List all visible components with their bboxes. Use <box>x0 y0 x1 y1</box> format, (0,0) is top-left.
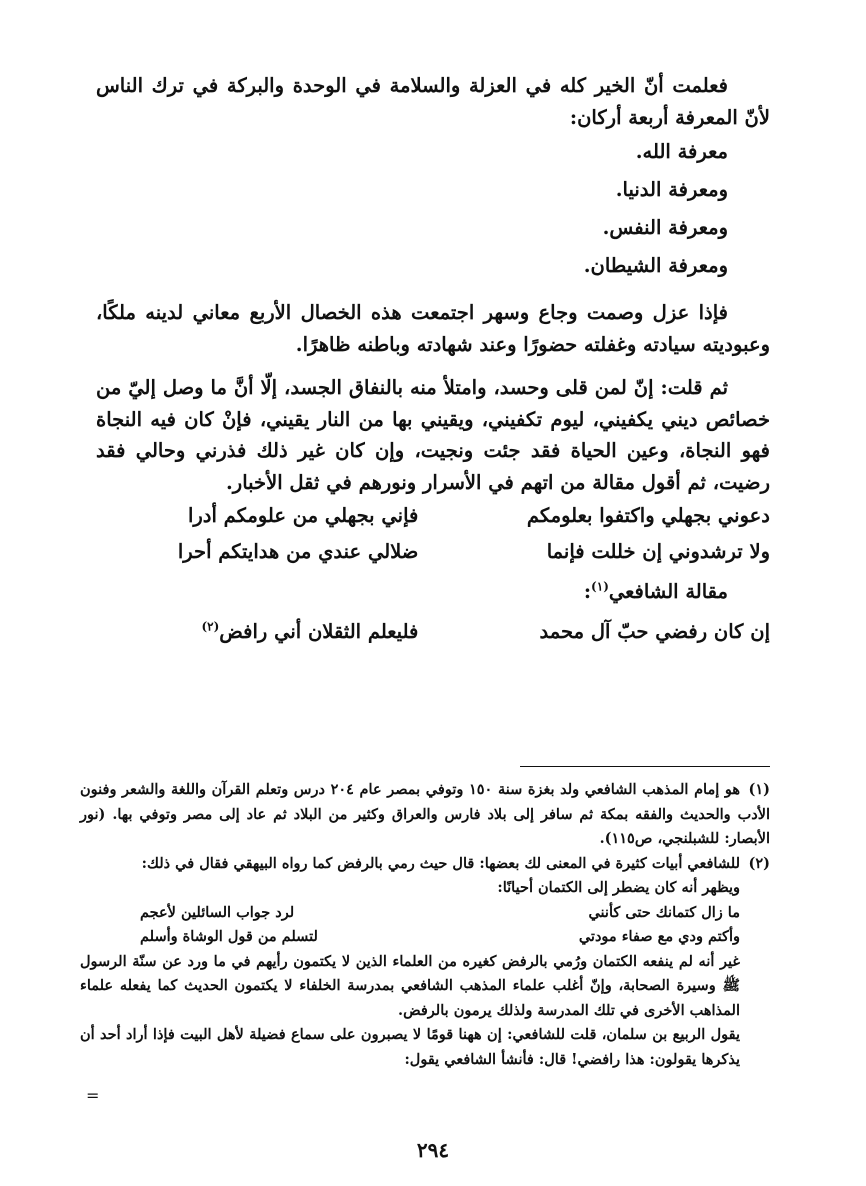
verse-hemistich: فإني بجهلي من علومكم أدرا <box>187 504 419 527</box>
footnote-separator <box>520 766 770 767</box>
footnote-text: يقول الربيع بن سلمان، قلت للشافعي: إن ههنا قومًا لا يصبرون على سماع فضيلة لأهل البيت فإذا أراد أحد أن يذكرها يقولون: هذا رافضي! قال: فأنشأ الشافعي يقول: <box>80 1026 740 1068</box>
list-item: ومعرفة الدنيا. <box>615 178 728 201</box>
verse-line <box>96 498 770 534</box>
verse-line <box>96 534 770 570</box>
footnote-ref: (٢) <box>201 619 220 634</box>
verse-hemistich: إن كان رفضي حبّ آل محمد <box>539 620 770 643</box>
footnote-verse-line <box>80 925 770 950</box>
footnote-1: (١)هو إمام المذهب الشافعي ولد بغزة سنة ١٥٠ وتوفي بمصر عام ٢٠٤ درس وتعلم القرآن واللغة والشعر وفنون الأدب والحديث والفقه بمكة ثم سافر إلى بلاد فارس والعراق وكثير من البلاد ثم عاد إلى مصر وتوفي بها. (نور الأبصار: للشبلنجي، ص١١٥). <box>80 778 770 852</box>
footnote-ref: (١) <box>591 579 609 594</box>
verse-hemistich: ولا ترشدوني إن خللت فإنما <box>546 540 770 563</box>
verse-hemistich: دعوني بجهلي واكتفوا بعلومكم <box>526 504 770 527</box>
verse-hemistich: ما زال كتمانك حتى كأنني <box>588 903 740 921</box>
main-text <box>96 70 770 650</box>
continuation-mark: = <box>86 1086 100 1105</box>
paragraph-2: فإذا عزل وصمت وجاع وسهر اجتمعت هذه الخصال الأربع معاني لدينه ملكًا، وعبوديته سيادته وغفلته حضورًا وعند شهادته وباطنه ظاهرًا. <box>96 301 770 356</box>
footnotes <box>80 778 770 1072</box>
verse-hemistich: لرد جواب السائلين لأعجم <box>140 903 295 921</box>
footnote-number: (١) <box>748 781 770 798</box>
page-number: ٢٩٤ <box>416 1138 450 1162</box>
list-item: ومعرفة النفس. <box>602 216 728 239</box>
footnote-2: (٢)للشافعي أبيات كثيرة في المعنى لك بعضها: قال حيث رمي بالرفض كما رواه البيهقي فقال في ذلك: <box>80 852 770 877</box>
list-item: ومعرفة الشيطان. <box>583 254 728 277</box>
section-label: مقالة الشافعي$^{(١)}$: <box>583 579 728 603</box>
verse-hemistich: وأكتم ودي مع صفاء مودتي <box>578 928 740 945</box>
verse-hemistich: لتسلم من قول الوشاة وأسلم <box>140 928 318 945</box>
footnote-verse-line <box>80 901 770 926</box>
paragraph-3: ثم قلت: إنّ لمن قلى وحسد، وامتلأ منه بالنفاق الجسد، إلّا أنَّ ما وصل إليّ من خصائص ديني يكفيني، ليوم تكفيني، ويقيني بها من النار يقيني، فإنْ كان فيه النجاة فهو النجاة، وعين الحياة فقد جئت ونجيت، وإن كان غير ذلك فذرني وحالي فقد رضيت، ثم أقول مقالة من اتهم في الأسرار ونورهم في ثقل الأخبار. <box>96 376 770 494</box>
footnote-number: (٢) <box>748 854 770 872</box>
verse-line <box>96 614 770 650</box>
paragraph-1: فعلمت أنّ الخير كله في العزلة والسلامة في الوحدة والبركة في ترك الناس لأنّ المعرفة أربعة أركان: <box>96 74 770 129</box>
knowledge-list <box>96 133 770 285</box>
verse-hemistich: ضلالي عندي من هدايتكم أحرا <box>177 540 419 563</box>
verse-hemistich: فليعلم الثقلان أني رافض$^{(٢)}$ <box>201 619 419 643</box>
footnote-text: غير أنه لم ينفعه الكتمان ورُمي بالرفض كغيره من العلماء الذين لا يكتمون رأيهم في ما ورد عن سنّة الرسول ﷺ وسيرة الصحابة، وإنّ أغلب علماء المذهب الشافعي بمدرسة الخلفاء لا يكتمون الحديث كما يفعله علماء المذاهب الأخرى في تلك المدرسة ولذلك يرمون بالرفض. <box>80 952 740 1019</box>
footnote-text: ويظهر أنه كان يضطر إلى الكتمان أحيانًا: <box>497 879 740 896</box>
list-item: معرفة الله. <box>635 140 728 163</box>
